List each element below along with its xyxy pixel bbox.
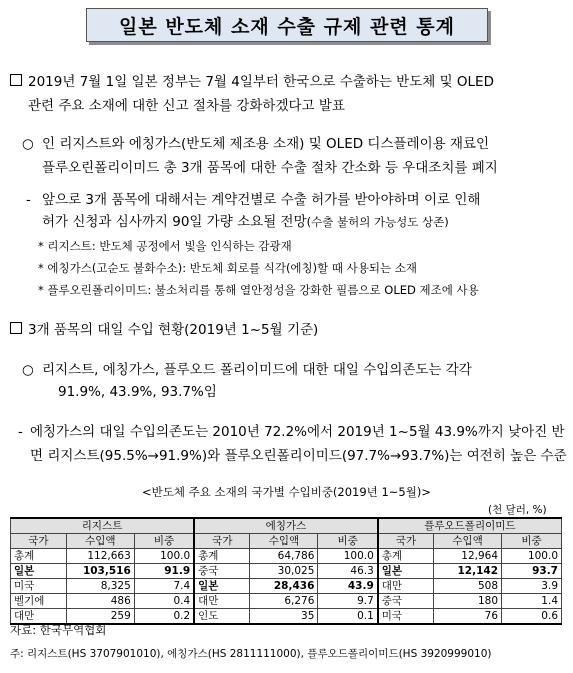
bullet1-line1: 인 리지스트와 에칭가스(반도체 제조용 소재) 및 OLED 디스플레이용 재료인 [42,136,490,152]
asterisk-icon: * [38,261,44,275]
table-unit: (천 달러, %) [488,504,547,516]
col-header: 국가 [378,534,434,549]
note-text: 플루오린폴리이미드: 불소처리를 통해 열안정성을 강화한 필름으로 OLED 제조에 사용 [47,283,479,297]
table-row [11,564,562,579]
square-bullet-icon [10,74,22,86]
table-cell: 0.4 [134,594,194,609]
table-cell: 대만 [11,609,67,625]
table-cell: 일본 [378,564,434,579]
dash1-note: (수출 불허의 가능성도 상존) [306,215,449,229]
group-header: 리지스트 [11,518,195,534]
col-header: 비중 [318,534,378,549]
table-cell: 중국 [378,594,434,609]
table-cell: 인도 [194,609,250,625]
table-row [11,549,562,564]
table-cell: 508 [434,579,502,594]
table-cell: 12,142 [434,564,502,579]
table-cell: 일본 [11,564,67,579]
page-title: 일본 반도체 소재 수출 규제 관련 통계 [119,15,455,38]
table-cell: 259 [66,609,134,625]
note-item [38,238,292,254]
table-cell: 일본 [194,579,250,594]
table-cell: 7.4 [134,579,194,594]
dash-bullet-icon: - [26,192,31,208]
table-cell: 총계 [11,549,67,564]
col-header: 수입액 [66,534,134,549]
col-header: 국가 [11,534,67,549]
section1-line2: 관련 주요 소재에 대한 신고 절차를 강화하겠다고 발표 [28,98,345,114]
circle-bullet-icon: ○ [22,136,34,152]
table-cell: 180 [434,594,502,609]
section2-heading-text: 3개 품목의 대일 수입 현황(2019년 1~5월 기준) [28,322,319,338]
section2-dash-line1: 에칭가스의 대일 수입의존도는 2010년 72.2%에서 2019년 1~5월 43.9%까지 낮아진 반 [30,424,565,440]
col-header: 비중 [134,534,194,549]
table-cell: 미국 [378,609,434,625]
table-cell: 0.1 [318,609,378,625]
table-cell: 46.3 [318,564,378,579]
col-header: 국가 [194,534,250,549]
table-cell: 103,516 [66,564,134,579]
table-cell: 0.2 [134,609,194,625]
table-cell: 76 [434,609,502,625]
table-row [11,579,562,594]
table-cell: 0.6 [502,609,562,625]
table-cell: 12,964 [434,549,502,564]
asterisk-icon: * [38,283,44,297]
square-bullet-icon [10,322,22,334]
table-cell: 대만 [378,579,434,594]
table-cell: 43.9 [318,579,378,594]
table-cell: 93.7 [502,564,562,579]
table-cell: 35 [250,609,318,625]
table-source: 자료: 한국무역협회 [10,623,107,637]
bullet1-line2: 플루오린폴리이미드 총 3개 품목에 대한 수출 절차 간소화 등 우대조치를 폐지 [42,160,498,176]
table-cell: 64,786 [250,549,318,564]
table-cell: 중국 [194,564,250,579]
table-row [11,594,562,609]
note-item [38,282,479,298]
table-cell: 미국 [11,579,67,594]
import-share-table [10,517,562,625]
table-cell: 6,276 [250,594,318,609]
table-cell: 8,325 [66,579,134,594]
section2-heading [10,318,318,342]
table-caption: <반도체 주요 소재의 국가별 수입비중(2019년 1~5월)> [142,485,431,499]
section2-bullet-line2: 91.9%, 43.9%, 93.7%임 [58,384,217,400]
section2-bullet-line1: 리지스트, 에칭가스, 플루오드 폴리이미드에 대한 대일 수입의존도는 각각 [42,362,472,378]
table-cell: 100.0 [134,549,194,564]
table-cell: 대만 [194,594,250,609]
col-header: 수입액 [434,534,502,549]
table-cell: 총계 [378,549,434,564]
table-cell: 100.0 [502,549,562,564]
table-cell: 30,025 [250,564,318,579]
asterisk-icon: * [38,239,44,253]
group-header: 플루오드폴리이미드 [378,518,562,534]
table-cell: 28,436 [250,579,318,594]
note-text: 리지스트: 반도체 공정에서 빛을 인식하는 감광재 [47,239,292,253]
dash-bullet-icon: - [18,424,23,440]
table-cell: 9.7 [318,594,378,609]
table-cell: 100.0 [318,549,378,564]
table-cell: 총계 [194,549,250,564]
table-footnote: 주: 리지스트(HS 3707901010), 에칭가스(HS 2811111000), 플루오드폴리이미드(HS 3920999010) [10,648,492,660]
circle-bullet-icon: ○ [22,362,34,378]
title-box [86,8,488,42]
dash1-line2-text: 허가 신청과 심사까지 90일 가량 소요될 전망 [42,214,307,230]
table-cell: 486 [66,594,134,609]
dash1-line1: 앞으로 3개 품목에 대해서는 계약건별로 수출 허가를 받아야하며 이로 인해 [42,192,481,208]
col-header: 수입액 [250,534,318,549]
col-header: 비중 [502,534,562,549]
section1-line1-text: 2019년 7월 1일 일본 정부는 7월 4일부터 한국으로 수출하는 반도체 및 OLED [28,74,494,90]
group-header: 에칭가스 [194,518,378,534]
table-cell: 벨기에 [11,594,67,609]
section1-line1 [10,70,494,94]
note-item [38,260,417,276]
table-cell: 91.9 [134,564,194,579]
table-cell: 1.4 [502,594,562,609]
note-text: 에칭가스(고순도 불화수소): 반도체 회로를 식각(에칭)할 때 사용되는 소재 [47,261,417,275]
section2-dash-line2: 면 리지스트(95.5%→91.9%)와 플루오린폴리이미드(97.7%→93.7%)는 여전히 높은 수준 [30,448,567,464]
dash1-line2 [42,210,449,234]
table-cell: 112,663 [66,549,134,564]
table-cell: 3.9 [502,579,562,594]
